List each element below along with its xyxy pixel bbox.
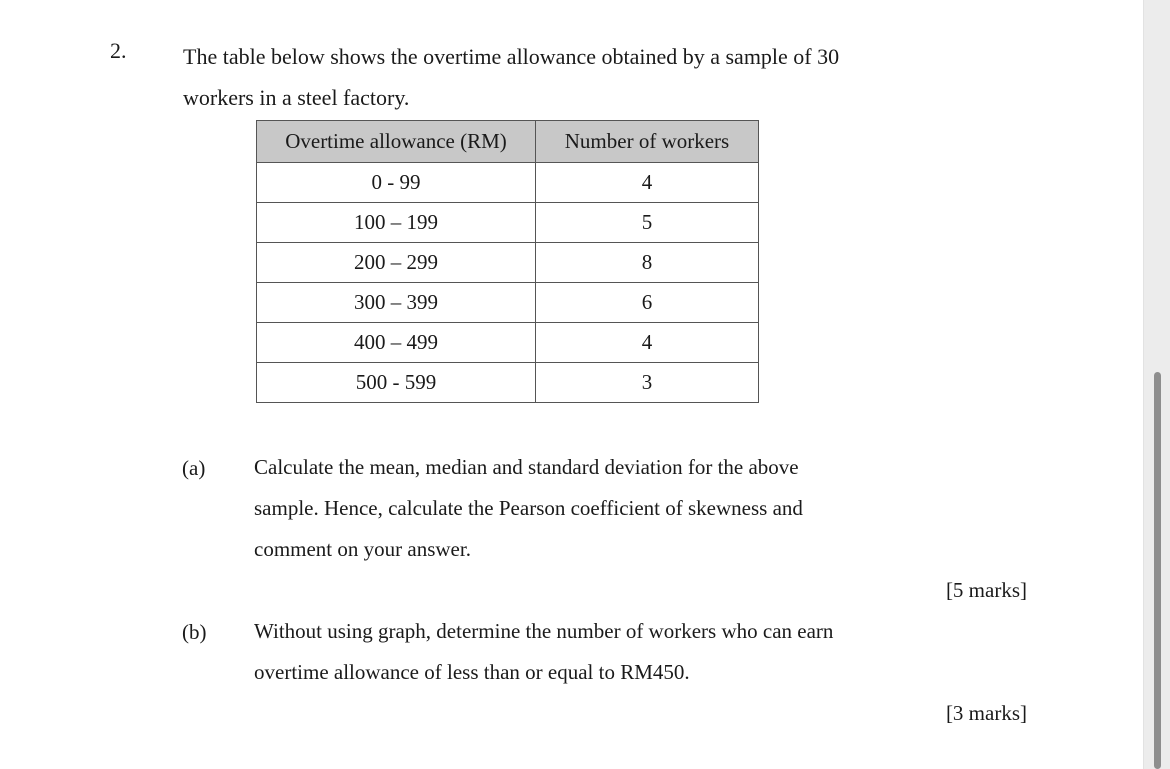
part-b-label: (b) — [182, 620, 207, 644]
part-b-line-2: overtime allowance of less than or equal to RM450. — [254, 660, 690, 684]
header-number-of-workers: Number of workers — [536, 121, 759, 163]
workers-cell: 3 — [536, 363, 759, 403]
table-row — [257, 243, 759, 283]
part-b-line-1: Without using graph, determine the number of workers who can earn — [254, 619, 834, 643]
question-number: 2. — [110, 38, 127, 63]
workers-cell: 5 — [536, 203, 759, 243]
header-overtime-allowance: Overtime allowance (RM) — [257, 121, 536, 163]
workers-cell: 8 — [536, 243, 759, 283]
part-a-label: (a) — [182, 456, 206, 480]
table-row — [257, 323, 759, 363]
question-stem — [183, 36, 943, 118]
question-stem-line-1: The table below shows the overtime allowance obtained by a sample of 30 — [183, 44, 840, 69]
table-row — [257, 283, 759, 323]
table-row — [257, 363, 759, 403]
allowance-cell: 500 - 599 — [257, 363, 536, 403]
table-row — [257, 163, 759, 203]
part-b-text — [254, 611, 934, 693]
allowance-cell: 300 – 399 — [257, 283, 536, 323]
table-header-row — [257, 121, 759, 163]
question-stem-line-2: workers in a steel factory. — [183, 85, 410, 110]
part-a-line-3: comment on your answer. — [254, 537, 471, 561]
scrollbar-thumb[interactable] — [1154, 372, 1161, 769]
part-b-marks: [3 marks] — [945, 701, 1027, 725]
vertical-scrollbar[interactable] — [1143, 0, 1170, 769]
overtime-table — [256, 120, 759, 403]
part-a-text — [254, 447, 894, 570]
allowance-cell: 0 - 99 — [257, 163, 536, 203]
workers-cell: 4 — [536, 323, 759, 363]
part-a-marks: [5 marks] — [945, 578, 1027, 602]
workers-cell: 6 — [536, 283, 759, 323]
table-row — [257, 203, 759, 243]
workers-cell: 4 — [536, 163, 759, 203]
allowance-cell: 200 – 299 — [257, 243, 536, 283]
allowance-cell: 100 – 199 — [257, 203, 536, 243]
allowance-cell: 400 – 499 — [257, 323, 536, 363]
part-a-line-2: sample. Hence, calculate the Pearson coefficient of skewness and — [254, 496, 803, 520]
part-a-line-1: Calculate the mean, median and standard deviation for the above — [254, 455, 799, 479]
